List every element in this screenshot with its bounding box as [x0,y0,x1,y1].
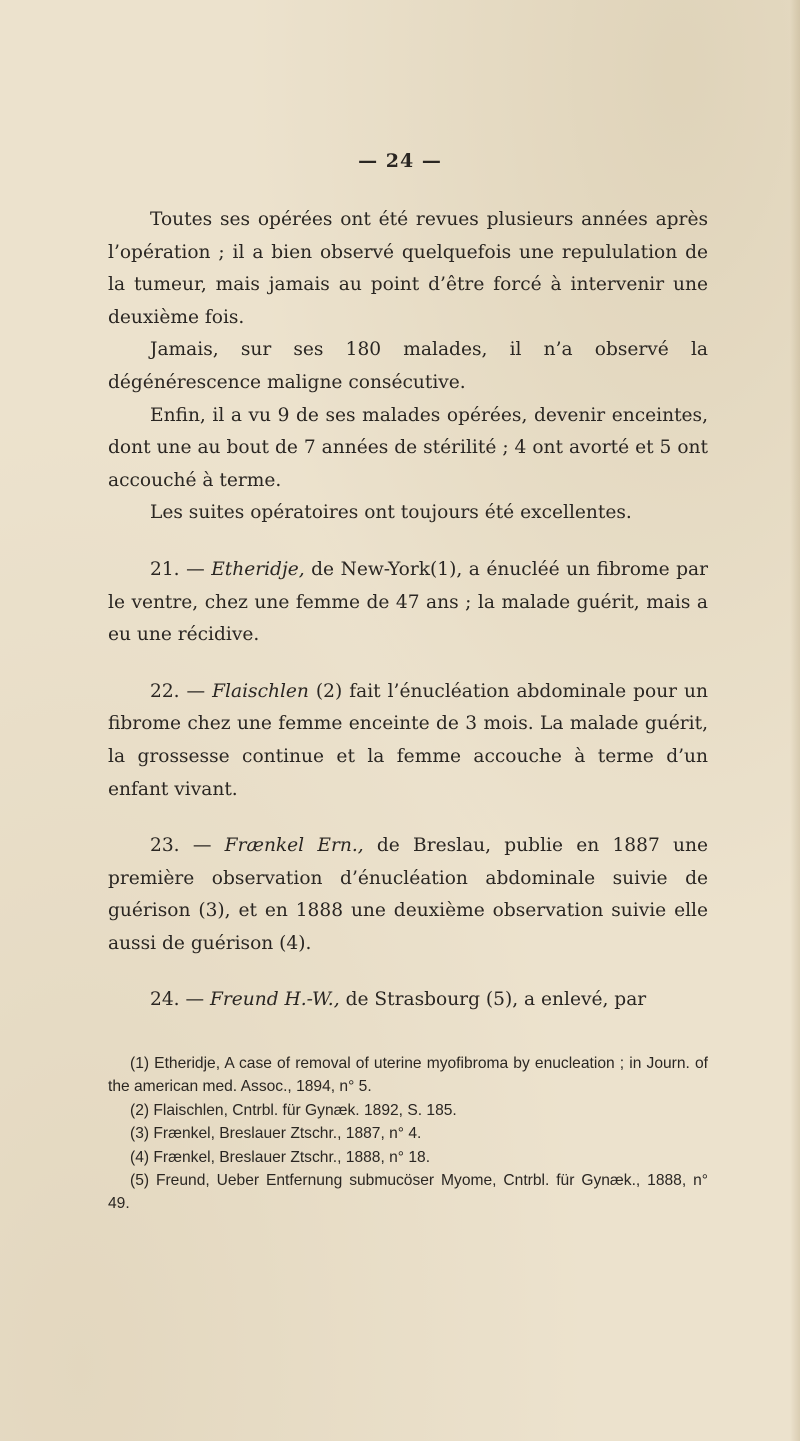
entry-number: 21. — [150,558,205,580]
entry-text: de New-York(1), a énucléé un fibrome par le ventre, chez une femme de 47 ans ; la malade guérit, mais a eu une récidive. [108,558,709,646]
entry-number: 22. — [150,680,206,702]
entry-text: de Breslau, publie en 1887 une première observation d’énucléation abdominale suivie de guérison (3), et en 1888 une deuxième observation suivie elle aussi de guérison (4). [108,835,708,954]
entry-text: (2) fait l’énucléation abdominale pour un fibrome chez une femme enceinte de 3 mois. La malade guérit, la grossesse continue et la femme accouche à terme d’un enfant vivant. [108,680,708,800]
body-text [108,204,708,1017]
footnote: (5) Freund, Ueber Entfernung submucöser Myome, Cntrbl. für Gynæk., 1888, n° 49. [108,1172,708,1213]
paragraph: Toutes ses opérées ont été revues plusieurs années après l’opération ; il a bien observé quelquefois une repululation de la tumeur, mais jamais au point d’être forcé à intervenir une deuxième fois. [108,209,708,328]
author-name: Freund H.-W., [210,989,340,1011]
author-name: Frænkel Ern., [224,835,364,857]
entry-24 [108,984,708,1017]
footnote: (4) Frænkel, Breslauer Ztschr., 1888, n° 18. [130,1148,431,1166]
page-number: — 24 — [358,150,442,172]
paragraph: Enfin, il a vu 9 de ses malades opérées, devenir enceintes, dont une au bout de 7 années de stérilité ; 4 ont avorté et 5 ont accouché à terme. [108,404,708,491]
entry-22 [108,676,708,806]
page-edge-shadow [790,0,800,1441]
footnote: (1) Etheridje, A case of removal of uterine myofibroma by enucleation ; in Journ. of the american med. Assoc., 1894, n° 5. [108,1055,708,1096]
entry-23 [108,830,708,960]
footnote: (3) Frænkel, Breslauer Ztschr., 1887, n° 4. [130,1125,422,1143]
footnote: (2) Flaischlen, Cntrbl. für Gynæk. 1892, S. 185. [130,1101,457,1119]
footnotes [108,1052,708,1216]
entry-number: 23. — [150,835,212,857]
entry-number: 24. — [150,989,205,1011]
author-name: Etheridje, [211,558,305,580]
paragraph: Jamais, sur ses 180 malades, il n’a observé la dégénérescence maligne consécutive. [108,339,708,393]
entry-text: de Strasbourg (5), a enlevé, par [345,989,647,1011]
entry-21 [108,554,708,652]
author-name: Flaischlen [212,680,309,702]
paragraph: Les suites opératoires ont toujours été excellentes. [150,502,632,524]
